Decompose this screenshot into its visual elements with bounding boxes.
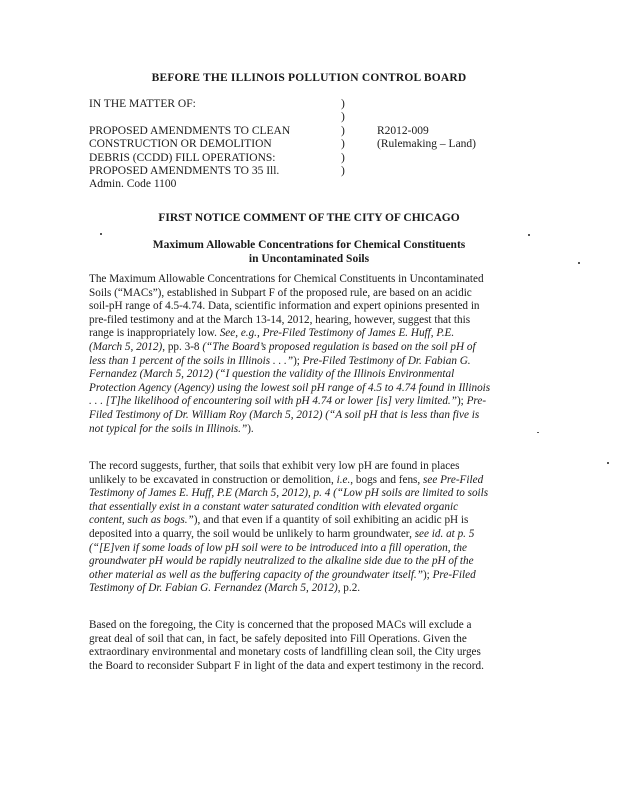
- text-line: (“[E]ven if some loads of low pH soil were to be introduced into a fill operation, the: [89, 541, 467, 554]
- caption-line: DEBRIS (CCDD) FILL OPERATIONS:: [89, 151, 276, 164]
- board-title: BEFORE THE ILLINOIS POLLUTION CONTROL BOARD: [151, 72, 467, 84]
- text-line: soil-pH range of 4.5-4.74. Data, scientific information and expert opinions presented in: [89, 300, 480, 313]
- text-line: Based on the foregoing, the City is concerned that the proposed MACs will exclude a: [89, 619, 472, 631]
- caption-paren: ): [341, 165, 345, 178]
- text-line: The record suggests, further, that soils that exhibit very low pH are found in places: [89, 460, 460, 472]
- scan-speck: [607, 462, 609, 464]
- subheading-line: in Uncontaminated Soils: [248, 253, 370, 265]
- section-subheading: [0, 238, 618, 266]
- text-line: pre-filed testimony and at the March 13-14, 2012, hearing, however, suggest that this: [89, 313, 471, 326]
- text-line: Soils (“MACs”), established in Subpart F of the proposed rule, are based on an acidic: [89, 286, 472, 299]
- text-line: other material as well as the buffering capacity of the groundwater itself.”); Pre-Filed: [89, 568, 476, 581]
- caption-matter: [89, 98, 329, 192]
- caption-paren: ): [341, 111, 345, 124]
- scan-speck: [537, 432, 539, 433]
- caption-paren: ): [341, 138, 345, 151]
- text-line: groundwater pH would be rapidly neutralized to the alkaline side due to the pH of the: [89, 555, 474, 568]
- text-line: that essentially exist in a constant water saturated condition with elevated organic: [89, 500, 459, 513]
- text-line: not typical for the soils in Illinois.”).: [89, 422, 254, 435]
- caption-paren: ): [341, 124, 345, 137]
- docket-type: (Rulemaking – Land): [377, 138, 477, 151]
- caption-parentheses: [341, 98, 351, 178]
- paragraph-3: [89, 619, 519, 673]
- text-line: Fernandez (March 5, 2012) (“I question the validity of the Illinois Environmental: [89, 368, 455, 381]
- text-line: (March 5, 2012), pp. 3-8 (“The Board’s proposed regulation is based on the soil pH of: [89, 340, 476, 353]
- caption-line: PROPOSED AMENDMENTS TO CLEAN: [89, 124, 291, 137]
- text-line: The Maximum Allowable Concentrations for Chemical Constituents in Uncontaminated: [89, 273, 484, 285]
- text-line: less than 1 percent of the soils in Illinois . . .”); Pre-Filed Testimony of Dr. Fabian G.: [89, 354, 471, 367]
- text-line: . . . [T]he likelihood of encountering soil with pH 4.74 or lower [is] very limited.”); Pre-: [89, 395, 487, 408]
- text-line: Testimony of James E. Huff, P.E (March 5, 2012), p. 4 (“Low pH soils are limited to soils: [89, 487, 489, 500]
- caption-line: PROPOSED AMENDMENTS TO 35 Ill.: [89, 165, 280, 178]
- text-line: Testimony of Dr. Fabian G. Fernandez (March 5, 2012), p.2.: [89, 582, 361, 595]
- text-line: Protection Agency (Agency) using the lowest soil pH range of 4.5 to 4.74 found in Illinois: [89, 381, 491, 394]
- scan-speck: [528, 234, 530, 236]
- paragraph-1: [89, 273, 519, 436]
- scan-speck: [100, 233, 102, 235]
- text-line: deposited into a quarry, the soil would be unlikely to harm groundwater, see id. at p. 5: [89, 527, 475, 540]
- text-line: Filed Testimony of Dr. William Roy (March 5, 2012) (“A soil pH that is less than five is: [89, 408, 480, 421]
- docket-number: R2012-009: [377, 124, 429, 137]
- text-line: unlikely to be excavated in construction or demolition, i.e., bogs and fens, see Pre-Filed: [89, 473, 484, 486]
- text-line: content, such as bogs.”), and that even if a quantity of soil exhibiting an acidic pH is: [89, 514, 469, 527]
- paragraph-2: [89, 460, 519, 596]
- caption-paren: ): [341, 151, 345, 164]
- text-line: great deal of soil that can, in fact, be safely deposited into Fill Operations. Given the: [89, 632, 467, 645]
- comment-title: FIRST NOTICE COMMENT OF THE CITY OF CHICAGO: [158, 212, 460, 224]
- caption-line: [89, 111, 329, 124]
- caption-line: CONSTRUCTION OR DEMOLITION: [89, 138, 272, 151]
- caption-line: IN THE MATTER OF:: [89, 98, 196, 110]
- text-line: the Board to reconsider Subpart F in light of the data and expert testimony in the record.: [89, 659, 484, 672]
- text-line: range is inappropriately low. See, e.g., Pre-Filed Testimony of James E. Huff, P.E.: [89, 327, 455, 340]
- subheading-line: Maximum Allowable Concentrations for Chemical Constituents: [152, 239, 466, 251]
- caption-docket: [377, 125, 547, 152]
- caption-paren: ): [341, 98, 345, 110]
- text-line: extraordinary environmental and monetary costs of landfilling clean soil, the City urges: [89, 646, 481, 659]
- scan-speck: [578, 262, 580, 264]
- caption-line: Admin. Code 1100: [89, 178, 177, 191]
